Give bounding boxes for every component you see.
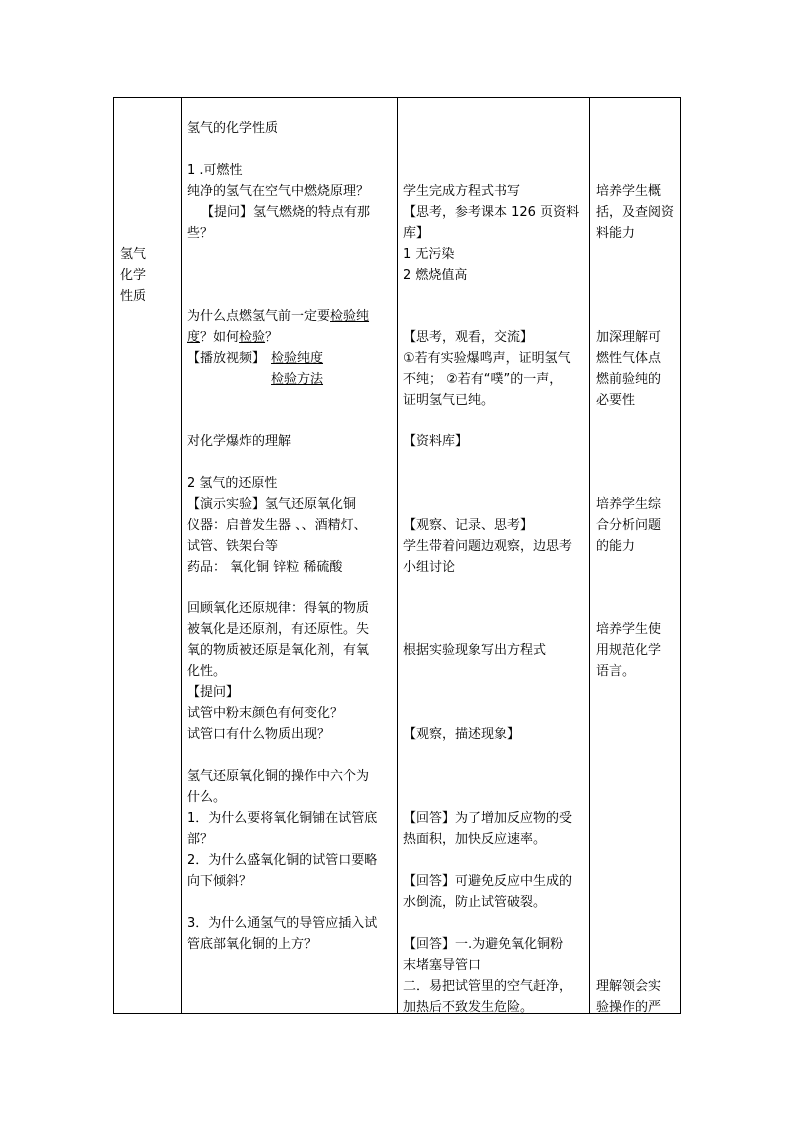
student-answer: 末堵塞导管口 (403, 958, 482, 973)
student-activity: 证明氢气已纯。 (403, 393, 495, 408)
student-activity: 【资料库】 (403, 434, 469, 449)
intent-line: 语言。 (596, 664, 636, 679)
student-activity: 库】 (403, 226, 430, 241)
intent-line: 合分析问题 (596, 518, 662, 533)
student-activity: 1 无污染 (403, 247, 455, 262)
student-activity: 【观察、记录、思考】 (403, 518, 534, 533)
ask-question: 试管中粉末颜色有何变化？ (187, 706, 344, 721)
student-answer: 二．易把试管里的空气赶净， (403, 979, 573, 994)
student-answer: 【回答】可避免反应中生成的 (403, 874, 573, 889)
student-activity: 小组讨论 (403, 560, 456, 575)
operation-question-line: 1．为什么要将氧化铜铺在试管底 (187, 811, 378, 826)
intent-line: 培养学生概 (596, 184, 662, 199)
combustibility-heading: 1 .可燃性 (187, 163, 243, 178)
student-activity: ①若有实验爆鸣声，证明氢气 (403, 351, 571, 366)
student-activity: 【思考，观看，交流】 (403, 330, 534, 345)
intent-line: 必要性 (596, 393, 636, 408)
operation-question-line: 向下倾斜？ (187, 874, 253, 889)
section-label-line: 化学 (120, 268, 147, 283)
operation-question-line: 3．为什么通氢气的导管应插入试 (187, 916, 378, 931)
student-answer: 【回答】为了增加反应物的受 (403, 811, 573, 826)
student-activity: 根据实验现象写出方程式 (403, 643, 547, 658)
operation-question-line: 2．为什么盛氧化铜的试管口要略 (187, 853, 378, 868)
operations-intro-line: 什么。 (187, 790, 227, 805)
student-activity: 2 燃烧值高 (403, 268, 468, 283)
column-divider (397, 98, 398, 1013)
purity-question-line (187, 327, 278, 348)
intent-line: 验操作的严 (596, 1000, 662, 1015)
intent-line: 培养学生使 (596, 622, 662, 637)
reagents-line: 药品： 氧化铜 锌粒 稀硫酸 (187, 560, 343, 575)
intent-line: 燃前验纯的 (596, 372, 662, 387)
redox-review-line: 化性。 (187, 664, 227, 679)
intent-line: 加深理解可 (596, 330, 662, 345)
intent-line: 理解领会实 (596, 979, 662, 994)
student-activity: 【思考，参考课本 126 页资料 (403, 205, 580, 220)
student-activity: 学生完成方程式书写 (403, 184, 521, 199)
operation-question-line: 部？ (187, 832, 214, 847)
student-answer: 【回答】一.为避免氧化铜粉 (403, 937, 564, 952)
intent-line: 用规范化学 (596, 643, 662, 658)
section-label-line: 性质 (120, 289, 147, 304)
intent-line: 燃性气体点 (596, 351, 662, 366)
video-label: 【播放视频】 (187, 351, 266, 366)
purity-question-text: ？ (265, 330, 279, 345)
student-answer: 水倒流，防止试管破裂。 (403, 895, 547, 910)
reducibility-heading: 2 氢气的还原性 (187, 476, 278, 491)
operations-intro-line: 氢气还原氧化铜的操作中六个为 (187, 769, 370, 784)
purity-question-line (187, 306, 369, 327)
purity-question-text: ？如何 (200, 330, 240, 345)
student-answer: 加热后不致发生危险。 (403, 1000, 534, 1015)
purity-question-underlined: 检验 (239, 330, 266, 345)
video-item-link[interactable]: 检验方法 (271, 372, 324, 387)
intent-line: 括，及查阅资 (596, 205, 675, 220)
combustibility-ask-line: 【提问】氢气燃烧的特点有那 (201, 205, 371, 220)
video-item-link[interactable]: 检验纯度 (271, 351, 324, 366)
student-activity: 【观察，描述现象】 (403, 727, 521, 742)
combustibility-principle: 纯净的氢气在空气中燃烧原理？ (187, 184, 370, 199)
section-label-line: 氢气 (120, 247, 147, 262)
intent-line: 料能力 (596, 226, 636, 241)
student-activity: 学生带着问题边观察，边思考 (403, 539, 573, 554)
intent-line: 的能力 (596, 539, 636, 554)
intent-line: 培养学生综 (596, 497, 662, 512)
redox-review-line: 回顾氧化还原规律：得氧的物质 (187, 601, 370, 616)
content-title: 氢气的化学性质 (187, 121, 279, 136)
student-activity: 不纯； ②若有“噗”的一声， (403, 372, 563, 387)
purity-question-underlined: 度 (187, 330, 201, 345)
purity-question-underlined: 检验纯 (330, 309, 370, 324)
ask-question: 试管口有什么物质出现？ (187, 727, 331, 742)
combustibility-ask-line: 些？ (187, 226, 214, 241)
apparatus-line: 试管、铁架台等 (187, 539, 279, 554)
student-answer: 热面积，加快反应速率。 (403, 832, 547, 847)
purity-question-text: 为什么点燃氢气前一定要 (187, 309, 331, 324)
demo-experiment: 【演示实验】氢气还原氧化铜 (187, 497, 357, 512)
redox-review-line: 被氧化是还原剂，有还原性。失 (187, 622, 370, 637)
column-divider (589, 98, 590, 1013)
explosion-topic: 对化学爆炸的理解 (187, 434, 292, 449)
apparatus-line: 仪器：启普发生器 、、酒精灯、 (187, 518, 367, 533)
operation-question-line: 管底部氧化铜的上方？ (187, 937, 318, 952)
redox-review-line: 氧的物质被还原是氧化剂，有氧 (187, 643, 370, 658)
ask-label: 【提问】 (187, 685, 240, 700)
column-divider (181, 98, 182, 1013)
